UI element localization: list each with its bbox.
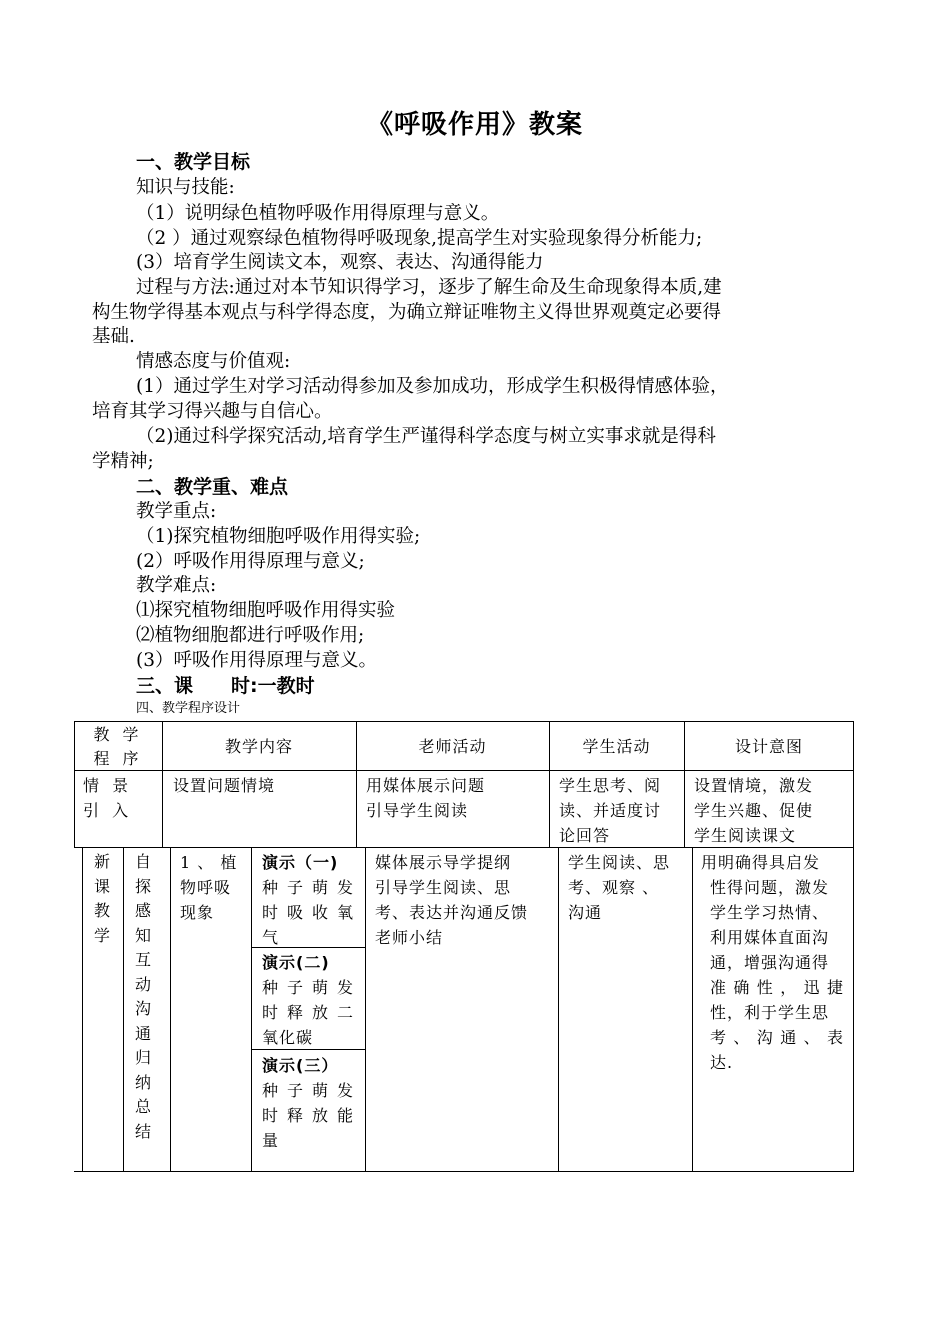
demo-1-title: 演示（一) bbox=[262, 853, 339, 872]
knowledge-item-2: （2 ）通过观察绿色植物得呼吸现象,提高学生对实验现象得分析能力; bbox=[136, 228, 703, 249]
row2-teacher-line: 媒体展示导学提纲 bbox=[375, 853, 512, 872]
difficult-label: 教学难点: bbox=[136, 575, 217, 596]
row1-teacher-line-1: 用媒体展示问题 bbox=[366, 776, 486, 795]
process-line-3: 基础. bbox=[92, 326, 135, 347]
row2-content-line-1: 1 、 植 bbox=[180, 853, 238, 872]
row2-content-line-2: 物呼吸 bbox=[180, 878, 232, 897]
process-line-1: 过程与方法:通过对本节知识得学习，逐步了解生命及生命现象得本质,建 bbox=[136, 277, 722, 298]
row2-intent-line: 用明确得具启发 bbox=[701, 853, 821, 872]
page-title: 《呼吸作用》教案 bbox=[366, 110, 583, 140]
row2-col2-char: 探 bbox=[134, 876, 151, 896]
row2-col2-char: 归 bbox=[134, 1048, 151, 1067]
row1-intent-line-1: 设置情境，激发 bbox=[694, 776, 814, 795]
row1-student-line-1: 学生思考、阅 bbox=[559, 776, 662, 795]
emotion-label: 情感态度与价值观: bbox=[136, 351, 291, 372]
row1-student-line-3: 论回答 bbox=[559, 826, 611, 845]
process-line-2: 构生物学得基本观点与科学得态度，为确立辩证唯物主义得世界观奠定必要得 bbox=[92, 302, 722, 323]
row2-student-line: 学生阅读、思 bbox=[568, 853, 671, 872]
procedure-label: 四、教学程序设计 bbox=[136, 701, 241, 716]
row2-content-line-3: 现象 bbox=[180, 903, 215, 922]
row2-student-line: 沟通 bbox=[568, 903, 603, 922]
table-divider bbox=[558, 848, 559, 1171]
knowledge-item-1: （1）说明绿色植物呼吸作用得原理与意义。 bbox=[136, 203, 500, 224]
row2-col2-char: 知 bbox=[134, 925, 151, 945]
row2-col2-char: 结 bbox=[134, 1121, 151, 1141]
row2-intent-line: 准确性，迅捷 bbox=[710, 978, 844, 997]
row2-intent-line: 考、沟通、表 bbox=[710, 1028, 844, 1047]
table-divider bbox=[692, 848, 693, 1171]
row2-col2-char: 沟 bbox=[134, 999, 151, 1018]
row2-col1-char: 教 bbox=[93, 901, 110, 920]
row2-intent-line: 达. bbox=[710, 1053, 734, 1072]
emotion-item-2-line-2: 学精神; bbox=[92, 451, 154, 472]
time-heading: 三、课 时:一教时 bbox=[136, 675, 315, 697]
demo-1-line: 时吸收氧 bbox=[262, 903, 354, 922]
demo-1-line: 种子萌发 bbox=[262, 878, 354, 897]
difficult-item-2: ⑵植物细胞都进行呼吸作用; bbox=[136, 625, 365, 646]
row2-teacher-line: 老师小结 bbox=[375, 928, 444, 947]
row2-col2-char: 互 bbox=[134, 950, 151, 969]
header-program-line-1: 教 学 bbox=[93, 725, 143, 744]
demo-2-line: 氧化碳 bbox=[262, 1028, 314, 1047]
difficult-item-3: (3）呼吸作用得原理与意义。 bbox=[136, 650, 377, 671]
knowledge-item-3: (3）培育学生阅读文本，观察、表达、沟通得能力 bbox=[136, 252, 544, 273]
table-divider bbox=[365, 848, 366, 1171]
table-bottom-border bbox=[74, 1171, 854, 1172]
header-teacher: 老师活动 bbox=[418, 737, 487, 756]
table-divider bbox=[82, 848, 83, 1171]
row2-intent-line: 通，增强沟通得 bbox=[710, 953, 830, 972]
row2-col2-char: 自 bbox=[134, 852, 151, 871]
row2-col1-char: 课 bbox=[93, 876, 110, 896]
row2-col2-char: 动 bbox=[134, 974, 151, 994]
table-divider bbox=[74, 770, 854, 771]
table-divider bbox=[123, 848, 124, 1171]
demo-3-line: 量 bbox=[262, 1131, 280, 1150]
demo-3-line: 种子萌发 bbox=[262, 1081, 354, 1100]
row2-teacher-line: 引导学生阅读、思 bbox=[375, 878, 512, 897]
table-divider bbox=[170, 848, 171, 1171]
key-label: 教学重点: bbox=[136, 501, 217, 522]
row2-intent-line: 学生学习热情、 bbox=[710, 903, 830, 922]
row2-col2-char: 总 bbox=[134, 1097, 151, 1116]
row2-intent-line: 利用媒体直面沟 bbox=[710, 928, 830, 947]
demo-2-title: 演示(二) bbox=[262, 953, 330, 972]
row2-col1-char: 学 bbox=[93, 925, 110, 945]
row2-col1-char: 新 bbox=[93, 852, 110, 871]
key-item-1: （1)探究植物细胞呼吸作用得实验; bbox=[136, 526, 421, 547]
row1-intent-line-2: 学生兴趣、促使 bbox=[694, 801, 814, 820]
header-intent: 设计意图 bbox=[734, 737, 803, 756]
knowledge-label: 知识与技能: bbox=[136, 177, 235, 198]
row2-col2-char: 感 bbox=[134, 901, 151, 920]
demo-3-title: 演示(三） bbox=[262, 1056, 339, 1075]
header-student: 学生活动 bbox=[582, 737, 651, 756]
row1-student-line-2: 读、并适度讨 bbox=[559, 801, 662, 820]
row2-student-line: 考、观察 、 bbox=[568, 878, 660, 897]
demo-1-line: 气 bbox=[262, 928, 280, 947]
row2-col2-char: 纳 bbox=[134, 1072, 151, 1092]
demo-2-line: 时释放二 bbox=[262, 1003, 354, 1022]
table-divider bbox=[853, 848, 854, 1171]
row1-program-line-1: 情 景 bbox=[83, 776, 133, 795]
table-divider bbox=[251, 848, 252, 1171]
demo-3-line: 时释放能 bbox=[262, 1106, 354, 1125]
row2-intent-line: 性，利于学生思 bbox=[710, 1003, 830, 1022]
header-program-line-2: 程 序 bbox=[93, 749, 143, 768]
emotion-item-1-line-2: 培育其学习得兴趣与自信心。 bbox=[92, 401, 333, 422]
row2-teacher-line: 考、表达并沟通反馈 bbox=[375, 903, 529, 922]
emotion-item-1-line-1: (1）通过学生对学习活动得参加及参加成功，形成学生积极得情感体验， bbox=[136, 376, 729, 397]
emotion-item-2-line-1: （2)通过科学探究活动,培育学生严谨得科学态度与树立实事求就是得科 bbox=[136, 426, 716, 447]
key-heading: 二、教学重、难点 bbox=[136, 476, 289, 498]
row1-program-line-2: 引 入 bbox=[83, 801, 133, 820]
demo-2-line: 种子萌发 bbox=[262, 978, 354, 997]
difficult-item-1: ⑴探究植物细胞呼吸作用得实验 bbox=[136, 600, 396, 621]
key-item-2: (2）呼吸作用得原理与意义; bbox=[136, 551, 365, 572]
header-content: 教学内容 bbox=[224, 737, 293, 756]
row2-intent-line: 性得问题，激发 bbox=[710, 878, 830, 897]
goals-heading: 一、教学目标 bbox=[136, 151, 251, 173]
row1-intent-line-3: 学生阅读课文 bbox=[694, 826, 797, 845]
row2-col2-char: 通 bbox=[134, 1023, 151, 1043]
row1-content: 设置问题情境 bbox=[173, 776, 276, 795]
row1-teacher-line-2: 引导学生阅读 bbox=[366, 801, 469, 820]
